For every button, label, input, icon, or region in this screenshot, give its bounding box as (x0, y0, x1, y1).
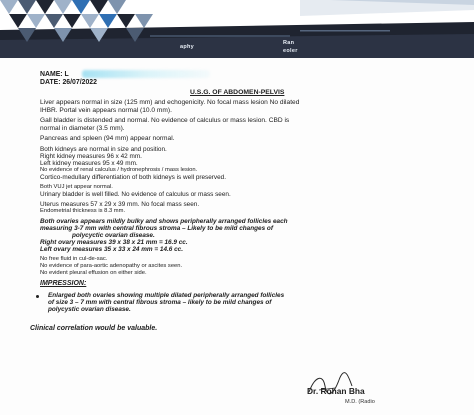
finding-pancreas: Pancreas and spleen (94 mm) appear normal. (40, 135, 175, 142)
report-title: U.S.G. OF ABDOMEN-PELVIS (190, 89, 285, 96)
banner-text-1: aphy (180, 44, 195, 50)
banner-graphic (0, 0, 474, 58)
finding-bladder: Urinary bladder is well filled. No evidence of calculus or mass seen. (40, 191, 231, 198)
closing-remark: Clinical correlation would be valuable. (30, 325, 158, 332)
signature-name: Dr. Rohan Bha (307, 386, 365, 396)
finding-left-ovary: Left ovary measures 35 x 33 x 24 mm = 14.6 cc. (40, 246, 183, 253)
impression-line-1: Enlarged both ovaries showing multiple dilated peripherally arranged follicles (48, 292, 285, 299)
finding-free-fluid: No free fluid in cul-de-sac. (40, 256, 108, 262)
impression-line-2: of size 3 – 7 mm with central fibrous stroma – likely to be mild changes of (48, 299, 272, 306)
impression-heading: IMPRESSION: (40, 280, 87, 287)
finding-pleural: No evident pleural effusion on either side. (40, 270, 147, 276)
finding-kidneys-4: No evidence of renal calculus / hydronephrosis / mass lesion. (40, 167, 198, 173)
finding-gallbladder-1: Gall bladder is distended and normal. No evidence of calculus or mass lesion. CBD is (40, 117, 290, 124)
finding-vuj: Both VUJ jet appear normal. (40, 184, 113, 190)
finding-kidneys-1: Both kidneys are normal in size and position. (40, 146, 167, 153)
finding-kidneys-5: Cortico-medullary differentiation of both kidneys is well preserved. (40, 174, 227, 181)
banner-text-3: eoler (283, 48, 298, 54)
redacted-name (82, 70, 210, 78)
impression-line-3: polycystic ovarian disease. (48, 306, 131, 313)
signature-degree: M.D. (Radio (345, 399, 375, 405)
finding-right-ovary: Right ovary measures 39 x 38 x 21 mm = 16.9 cc. (40, 239, 188, 246)
finding-ovaries-3: polycyctic ovarian disease. (72, 232, 155, 239)
finding-gallbladder-2: normal in diameter (3.5 mm). (40, 125, 125, 132)
finding-liver-2: IHBR. Portal vein appears normal (10.0 mm). (40, 107, 172, 114)
finding-kidneys-2: Right kidney measures 96 x 42 mm. (40, 153, 142, 160)
banner-text-2: Ran (283, 40, 295, 46)
impression-bullet-icon (36, 295, 39, 298)
finding-uterus-1: Uterus measures 57 x 29 x 39 mm. No focal mass seen. (40, 201, 200, 208)
finding-liver-1: Liver appears normal in size (125 mm) and echogenicity. No focal mass lesion No dilated (40, 99, 300, 106)
patient-name: NAME: L (40, 71, 69, 78)
finding-adenopathy: No evidence of para-aortic adenopathy or ascites seen. (40, 263, 183, 269)
finding-kidneys-3: Left kidney measures 95 x 49 mm. (40, 160, 138, 167)
finding-ovaries-1: Both ovaries appears mildly bulky and shows peripherally arranged follicles each (40, 218, 288, 225)
header-banner (0, 0, 474, 58)
finding-ovaries-2: measuring 3-7 mm with central fibrous stroma – Likely to be mild changes of (40, 225, 273, 232)
finding-uterus-2: Endometrial thickness is 8.3 mm. (40, 208, 126, 214)
report-date: DATE: 26/07/2022 (40, 79, 97, 86)
